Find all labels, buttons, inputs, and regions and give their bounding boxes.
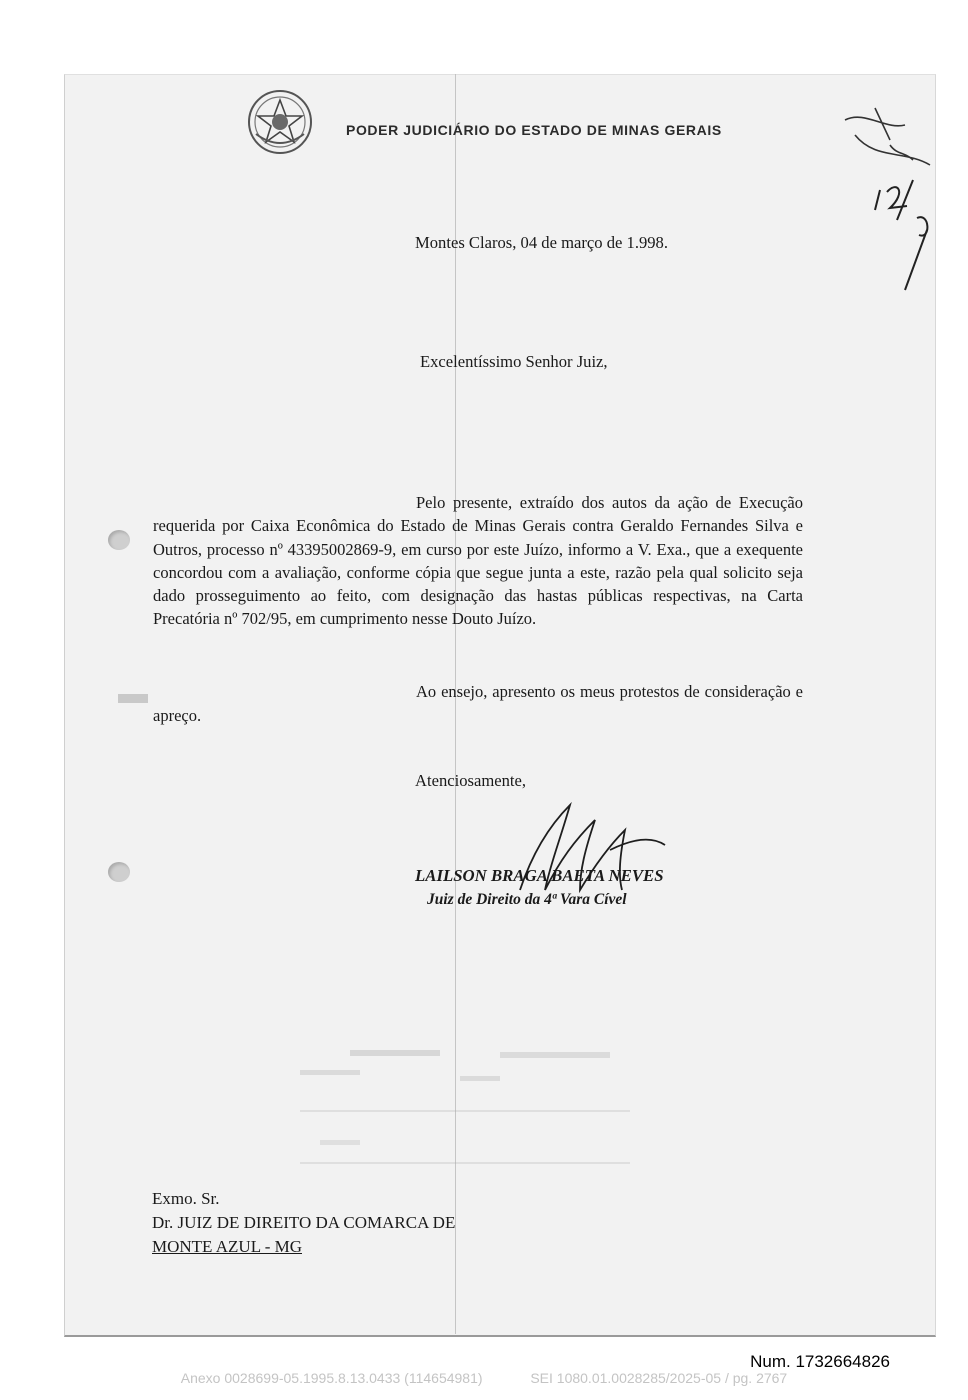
salutation: Excelentíssimo Senhor Juiz, — [420, 352, 608, 371]
letterhead — [246, 88, 766, 158]
address-recipient: Dr. JUIZ DE DIREITO DA COMARCA DE — [152, 1213, 456, 1232]
handwritten-page-number — [835, 100, 945, 300]
address-location: MONTE AZUL - MG — [152, 1237, 302, 1256]
closing-paragraph — [153, 680, 803, 728]
footer-annex-reference: Anexo 0028699-05.1995.8.13.0433 (114654981) — [180, 1370, 483, 1386]
closing-paragraph-text: Ao ensejo, apresento os meus protestos de consideração e apreço. — [153, 682, 803, 725]
closing-word: Atenciosamente, — [415, 771, 527, 790]
document-number: Num. 1732664826 — [750, 1352, 890, 1371]
footer — [0, 1370, 968, 1386]
state-seal-icon — [246, 88, 314, 156]
footer-sei-reference: SEI 1080.01.0028285/2025-05 / pg. 2767 — [530, 1370, 788, 1386]
punch-hole — [108, 530, 130, 550]
signatory-role: Juiz de Direito da 4ª Vara Cível — [427, 891, 627, 908]
faint-bleedthrough-text — [300, 1040, 630, 1170]
date-line: Montes Claros, 04 de março de 1.998. — [415, 233, 669, 252]
punch-hole — [108, 862, 130, 882]
address-salutation: Exmo. Sr. — [152, 1189, 220, 1208]
signatory-name: LAILSON BRAGA BAETA NEVES — [415, 866, 664, 885]
court-header: PODER JUDICIÁRIO DO ESTADO DE MINAS GERAIS — [346, 122, 722, 138]
main-paragraph — [153, 491, 803, 631]
scan-mark — [118, 694, 148, 703]
paragraph-text: Pelo presente, extraído dos autos da ação de Execução requerida por Caixa Econômica do Estado de Minas Gerais contra Geraldo Fernandes Silva e Outros, processo nº 43395002869-9, em curso por este Juízo, informo a V. Exa., que a exequente concordou com a avaliação, conforme cópia que segue junta a este, razão pela qual solicito seja dado prosseguimento ao feito, com designação das hastas públicas respectivas, na Carta Precatória nº 702/95, em cumprimento nesse Douto Juízo. — [153, 493, 803, 629]
